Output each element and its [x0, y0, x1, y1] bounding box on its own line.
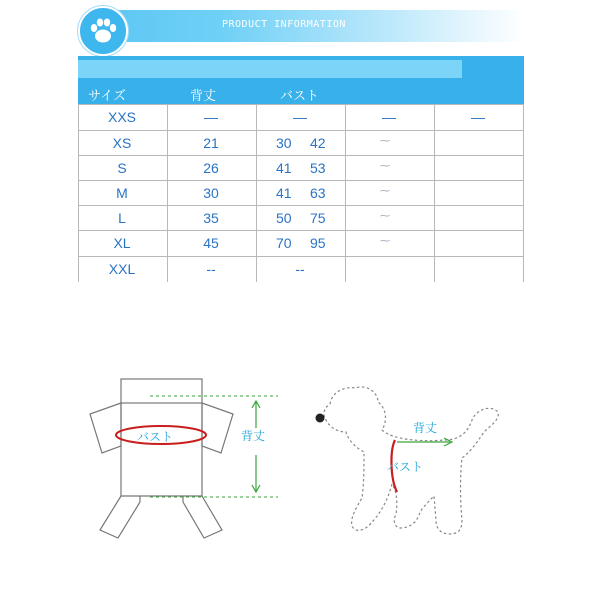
garment-length-label: 背丈	[241, 429, 266, 443]
cell-length-s: 26	[203, 160, 219, 176]
dog-bust-label: バスト	[387, 460, 424, 474]
cell-size-l: L	[118, 210, 126, 226]
measurement-diagram	[0, 340, 600, 580]
header-size: サイズ	[88, 89, 126, 104]
cell-bust-min-s: 41	[276, 160, 292, 176]
header-bust: バスト	[280, 89, 320, 104]
cell-bust-min-xl: 70	[276, 235, 292, 251]
cell-length-xxl: --	[206, 261, 216, 277]
cell-bust-max-s: 53	[310, 160, 326, 176]
cell-length-xxs: —	[204, 109, 218, 125]
cell-size-m: M	[116, 185, 128, 201]
header-length: 背丈	[190, 89, 217, 104]
cell-size-s: S	[117, 160, 127, 176]
cell-bust-xxl: --	[295, 261, 305, 277]
cell-bust-min-xs: 30	[276, 135, 292, 151]
cell-length-xs: 21	[203, 135, 219, 151]
cell-length-l: 35	[203, 210, 219, 226]
cell-size-xl: XL	[113, 235, 131, 251]
cell-size-xxs: XXS	[107, 109, 136, 125]
cell-bust-min-l: 50	[276, 210, 292, 226]
cell-bust-max-xs: 42	[310, 135, 326, 151]
paw-icon	[80, 8, 126, 54]
banner-title: PRODUCT INFORMATION	[222, 19, 346, 30]
cell-col4-xxs: —	[382, 109, 396, 125]
cell-bust-max-xl: 95	[310, 235, 326, 251]
table-top-bar	[78, 56, 524, 82]
cell-bust-xxs: —	[293, 109, 307, 125]
cell-bust-max-m: 63	[310, 185, 326, 201]
dog-length-label: 背丈	[413, 421, 438, 435]
cell-bust-min-m: 41	[276, 185, 292, 201]
cell-length-xl: 45	[203, 235, 219, 251]
garment-illustration	[90, 379, 278, 538]
cell-size-xxl: XXL	[108, 261, 136, 277]
cell-col5-xxs: —	[471, 109, 485, 125]
cell-size-xs: XS	[112, 135, 132, 151]
paw-badge	[78, 6, 128, 56]
cell-bust-max-l: 75	[310, 210, 326, 226]
size-table: サイズ 背丈 バスト XXS — — — — XS 21 30 ⁓ 42 S 26 41 ⁓ 53 M 30 41 ⁓ 63 L 35 50 ⁓ 75 XL 45 70 ⁓ 95 XXL -- --	[78, 56, 524, 282]
garment-bust-label: バスト	[137, 430, 174, 444]
cell-length-m: 30	[203, 185, 219, 201]
